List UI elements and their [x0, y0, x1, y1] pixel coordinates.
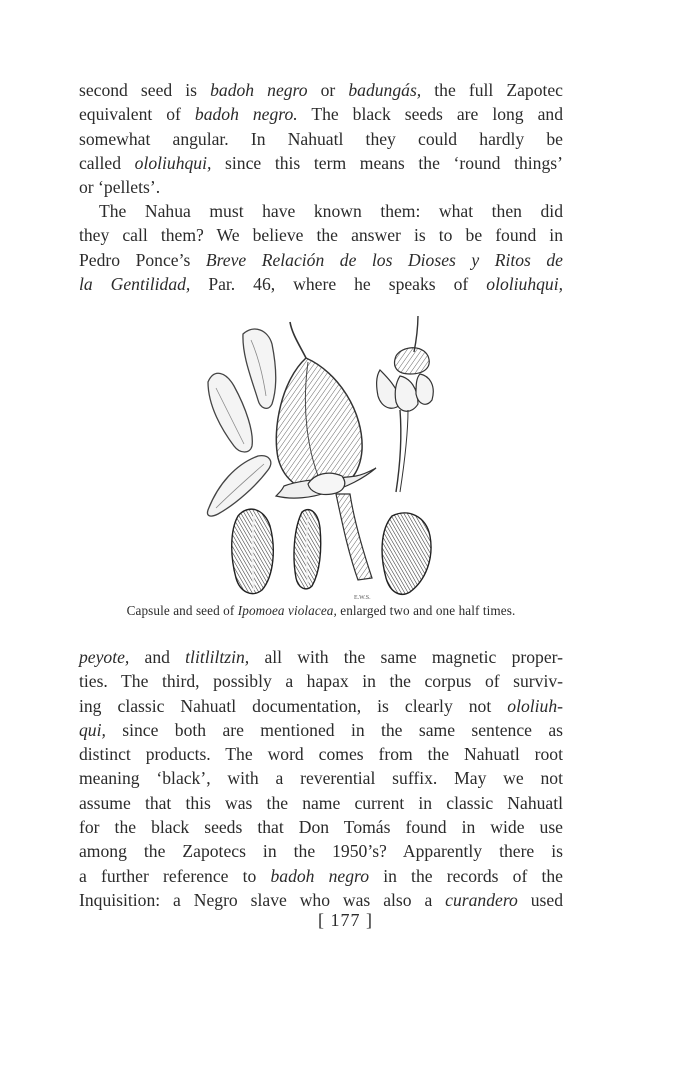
paragraph-1: [79, 78, 563, 199]
caption-suffix: enlarged two and one half times.: [336, 603, 516, 618]
text-run: and: [129, 647, 186, 667]
text-line: [79, 151, 563, 175]
text-line: [79, 888, 563, 912]
text-line: [79, 839, 563, 863]
botanical-illustration: [196, 316, 446, 608]
text-line: [79, 815, 563, 839]
dark-seed-2: [294, 510, 321, 589]
italic-term: peyote,: [79, 647, 130, 667]
dark-seed-1: [232, 509, 274, 593]
text-line: [79, 78, 563, 102]
italic-term: tlitliltzin,: [185, 647, 250, 667]
text-run: Inquisition: a Negro slave who was also a: [79, 889, 446, 910]
paragraph-2: [79, 199, 563, 296]
text-run: a further reference to: [79, 865, 271, 886]
text-run: distinct products. The word comes from the Nahuatl root: [79, 744, 563, 765]
text-run: they call them? We believe the answer is to be found in: [79, 225, 563, 246]
text-run: all with the same magnetic proper-: [249, 647, 563, 667]
paragraph-3: [79, 645, 563, 912]
italic-term: badoh negro: [270, 865, 370, 886]
italic-term: badungás,: [348, 80, 422, 100]
text-line: [79, 272, 563, 296]
text-line: [79, 694, 563, 718]
text-run: assume that this was the name current in classic Nahuatl: [79, 792, 563, 813]
page-number: [ 177 ]: [318, 910, 373, 930]
italic-term: Breve Relación de los Dioses y Ritos de: [205, 249, 563, 270]
text-line: [79, 791, 563, 815]
text-run: meaning ‘black’, with a reverential suffix. May we not: [79, 768, 563, 789]
text-run: since both are mentioned in the same sentence as: [105, 719, 563, 740]
text-run: second seed is: [79, 80, 211, 100]
italic-term: ololiuhqui,: [486, 273, 563, 294]
italic-term: curandero: [445, 889, 518, 910]
text-line: [79, 175, 563, 199]
dark-seed-3: [382, 513, 431, 594]
text-run: equivalent of: [79, 104, 195, 125]
caption-species: Ipomoea violacea,: [237, 603, 337, 618]
text-line: [79, 102, 563, 126]
text-run: used: [517, 889, 563, 910]
text-line: [79, 718, 563, 742]
italic-term: ololiuh-: [507, 695, 563, 716]
text-run: The black seeds are long and: [297, 104, 563, 125]
text-run: Pedro Ponce’s: [79, 249, 206, 270]
italic-term: ololiuhqui,: [134, 152, 212, 173]
text-run: Par. 46, where he speaks of: [190, 273, 487, 294]
seed-outline-3: [207, 456, 270, 516]
text-run: ties. The third, possibly a hapax in the corpus of surviv-: [79, 671, 563, 692]
italic-term: qui,: [79, 719, 106, 740]
caption-prefix: Capsule and seed of: [126, 603, 238, 618]
italic-term: la Gentilidad,: [79, 273, 191, 294]
text-line: [79, 248, 563, 272]
flower-bud: [377, 316, 434, 492]
text-line: [79, 645, 563, 669]
text-run: ing classic Nahuatl documentation, is clearly not: [79, 695, 508, 716]
capsule: [276, 322, 376, 580]
seed-outline-1: [243, 329, 276, 408]
text-line: [79, 864, 563, 888]
text-line: [79, 199, 563, 223]
text-line: [79, 127, 563, 151]
figure-caption: [79, 603, 563, 619]
text-run: among the Zapotecs in the 1950’s? Apparently there is: [79, 841, 563, 862]
text-run: called: [79, 152, 135, 173]
text-run: or: [307, 80, 349, 100]
ipomoea-drawing: [196, 316, 446, 608]
text-line: [79, 223, 563, 247]
text-run: for the black seeds that Don Tomás found in wide use: [79, 817, 563, 838]
text-line: [79, 766, 563, 790]
text-run: since this term means the ‘round things’: [211, 152, 563, 173]
italic-term: badoh negro.: [194, 104, 298, 125]
text-line: [79, 669, 563, 693]
text-run: or ‘pellets’.: [79, 177, 161, 198]
text-line: [79, 742, 563, 766]
artist-initials: E.W.S.: [354, 595, 371, 601]
text-run: the full Zapotec: [421, 80, 563, 100]
text-run: somewhat angular. In Nahuatl they could hardly be: [79, 128, 563, 149]
text-run: in the records of the: [369, 865, 563, 886]
italic-term: badoh negro: [210, 80, 308, 100]
seed-outline-2: [208, 373, 252, 452]
text-run: The Nahua must have known them: what then did: [99, 201, 563, 221]
